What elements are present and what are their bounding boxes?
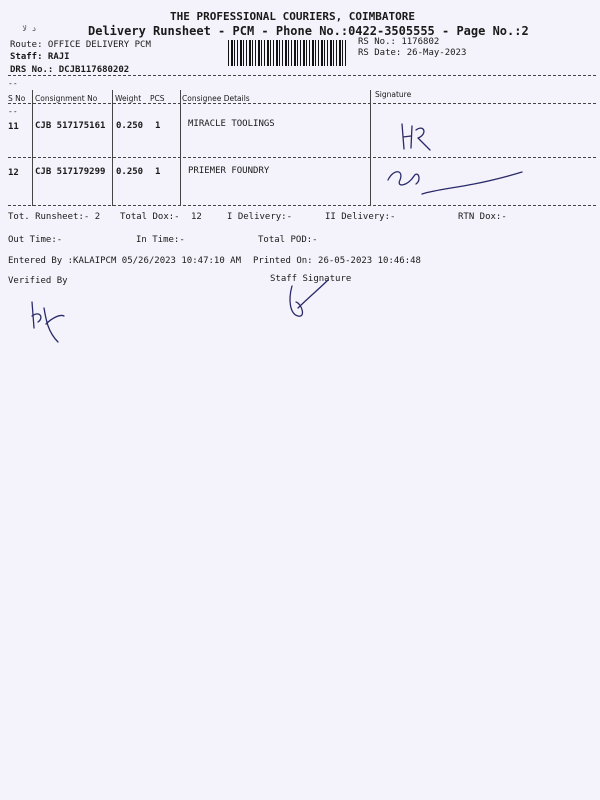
total-dox-value: 12 — [191, 212, 202, 222]
verified-by-signature — [28, 298, 68, 346]
row-11-consignee: MIRACLE TOOLINGS — [188, 119, 275, 129]
row-12-signature — [384, 162, 526, 202]
col-header-signature: Signature — [375, 90, 412, 99]
route: Route: OFFICE DELIVERY PCM — [10, 40, 151, 50]
col-header-weight: Weight — [115, 94, 142, 103]
divider-mark: -- — [8, 79, 18, 88]
total-runsheet: Tot. Runsheet:- 2 — [8, 212, 101, 222]
col-header-consignment: Consignment No — [35, 94, 98, 103]
column-line — [180, 90, 181, 206]
divider — [8, 157, 596, 158]
entered-by: Entered By :KALAIPCM 05/26/2023 10:47:10 AM — [8, 256, 241, 266]
divider — [8, 103, 596, 104]
rs-number: RS No.: 1176802 — [358, 37, 440, 47]
staff: Staff: RAJI — [10, 52, 70, 62]
rtn-dox: RTN Dox:- — [458, 212, 507, 222]
row-12-pcs: 1 — [155, 167, 161, 177]
row-11-weight: 0.250 — [116, 121, 144, 131]
column-line — [370, 90, 371, 206]
row-11-signature — [398, 122, 442, 152]
staff-signature — [286, 278, 332, 320]
divider — [8, 205, 596, 206]
staff-signature-label: Staff Signature — [270, 274, 352, 284]
row-12-consignment: CJB 517179299 — [35, 167, 106, 177]
divider — [8, 75, 596, 76]
row-12-sno: 12 — [8, 168, 19, 178]
barcode — [228, 40, 348, 66]
row-11-pcs: 1 — [155, 121, 161, 131]
verified-by-label: Verified By — [8, 276, 68, 286]
divider-mark: -- — [8, 107, 18, 116]
row-12-weight: 0.250 — [116, 167, 144, 177]
rs-date: RS Date: 26-May-2023 — [358, 48, 467, 58]
row-11-sno: 11 — [8, 122, 19, 132]
company-name: THE PROFESSIONAL COURIERS, COIMBATORE — [170, 10, 416, 23]
ii-delivery: II Delivery:- — [325, 212, 396, 222]
i-delivery: I Delivery:- — [227, 212, 293, 222]
col-header-consignee: Consignee Details — [182, 94, 250, 103]
column-line — [32, 90, 33, 206]
header-scribble: د لا — [22, 24, 37, 33]
in-time: In Time:- — [136, 235, 185, 245]
total-dox-label: Total Dox:- — [120, 212, 180, 222]
col-header-sno: S No — [8, 94, 26, 103]
col-header-pcs: PCS — [150, 94, 165, 103]
row-11-consignment: CJB 517175161 — [35, 121, 106, 131]
total-pod: Total POD:- — [258, 235, 318, 245]
printed-on: Printed On: 26-05-2023 10:46:48 — [253, 256, 421, 266]
drs-number: DRS No.: DCJB117680202 — [10, 65, 130, 75]
runsheet-title: Delivery Runsheet - PCM - Phone No.:0422-3505555 - Page No.:2 — [88, 24, 529, 38]
row-12-consignee: PRIEMER FOUNDRY — [188, 166, 270, 176]
out-time: Out Time:- — [8, 235, 63, 245]
column-line — [112, 90, 113, 206]
